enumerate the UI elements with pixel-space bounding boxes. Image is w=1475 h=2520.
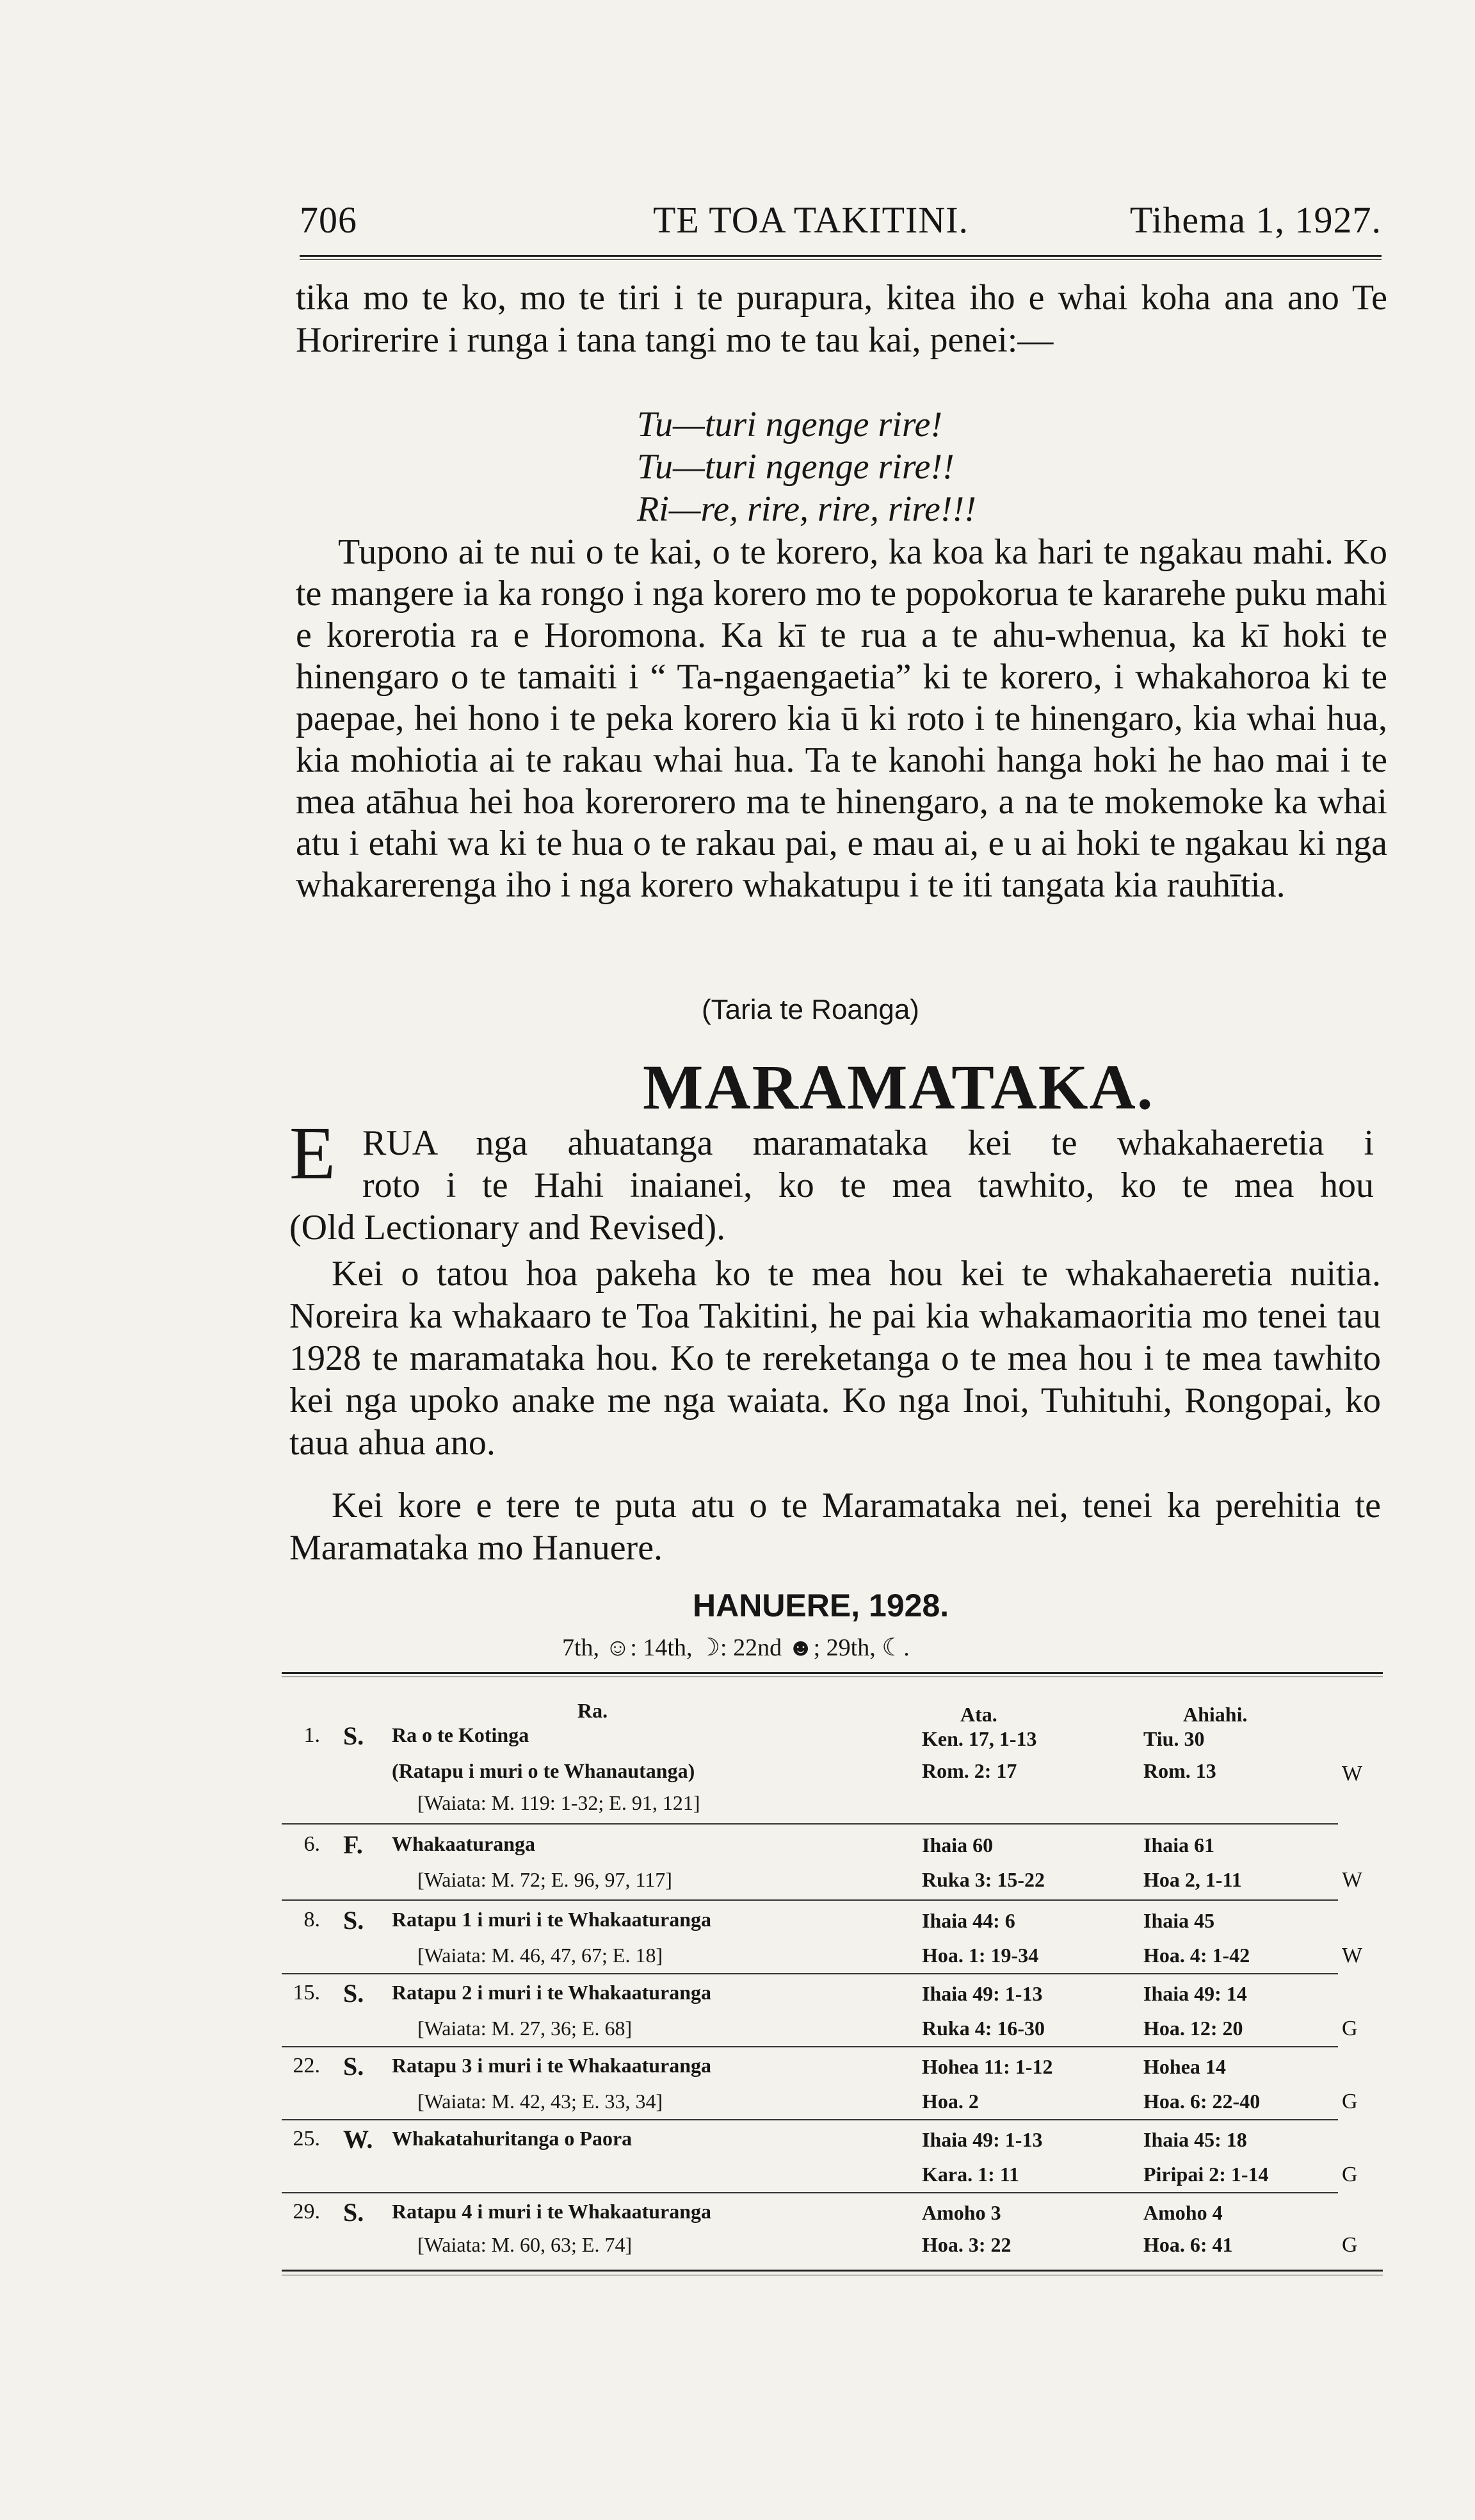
day-name: Ratapu 1 i muri i te Whakaaturanga bbox=[392, 1908, 712, 1931]
liturgical-colour: G bbox=[1342, 2017, 1358, 2040]
table-bottom-rule bbox=[282, 2270, 1383, 2272]
liturgical-colour: W bbox=[1342, 1868, 1363, 1892]
morning-lesson-2: Hoa. 2 bbox=[922, 2090, 979, 2113]
morning-lesson-1: Ihaia 49: 1-13 bbox=[922, 2128, 1043, 2151]
day-number: 22. bbox=[293, 2054, 320, 2077]
morning-lesson-2: Ruka 3: 15-22 bbox=[922, 1868, 1045, 1891]
row-divider bbox=[282, 1899, 1338, 1901]
section-para1-line1: RUA nga ahuatanga maramataka kei te whakahaeretia i bbox=[362, 1123, 1374, 1163]
evening-lesson-2: Hoa. 12: 20 bbox=[1143, 2017, 1243, 2040]
psalms: [Waiata: M. 46, 47, 67; E. 18] bbox=[417, 1944, 663, 1967]
morning-lesson-1: Hohea 11: 1-12 bbox=[922, 2055, 1053, 2078]
section-heading: MARAMATAKA. bbox=[643, 1052, 1154, 1123]
morning-lesson-2: Rom. 2: 17 bbox=[922, 1759, 1017, 1782]
day-letter: F. bbox=[343, 1830, 363, 1859]
publication-title: TE TOA TAKITINI. bbox=[653, 199, 969, 241]
row-divider bbox=[282, 2119, 1338, 2120]
morning-lesson-2: Ruka 4: 16-30 bbox=[922, 2017, 1045, 2040]
day-subtitle: (Ratapu i muri o te Whanautanga) bbox=[392, 1759, 695, 1782]
day-letter: W. bbox=[343, 2125, 373, 2154]
morning-lesson-1: Amoho 3 bbox=[922, 2201, 1001, 2224]
issue-date: Tihema 1, 1927. bbox=[1129, 199, 1382, 241]
day-name: Ra o te Kotinga bbox=[392, 1723, 529, 1746]
evening-lesson-1: Tiu. 30 bbox=[1143, 1727, 1205, 1750]
column-head-ata: Ata. bbox=[960, 1703, 997, 1726]
evening-lesson-2: Hoa. 6: 41 bbox=[1143, 2233, 1233, 2256]
row-divider bbox=[282, 1973, 1338, 1974]
morning-lesson-1: Ihaia 44: 6 bbox=[922, 1909, 1015, 1932]
evening-lesson-2: Piripai 2: 1-14 bbox=[1143, 2163, 1269, 2186]
day-name: Ratapu 4 i muri i te Whakaaturanga bbox=[392, 2200, 712, 2223]
row-divider bbox=[282, 2192, 1338, 2193]
morning-lesson-2: Hoa. 1: 19-34 bbox=[922, 1944, 1039, 1967]
liturgical-colour: W bbox=[1342, 1944, 1363, 1967]
evening-lesson-2: Rom. 13 bbox=[1143, 1759, 1216, 1782]
page-number: 706 bbox=[300, 199, 357, 241]
row-divider bbox=[282, 2046, 1338, 2047]
liturgical-colour: G bbox=[1342, 2233, 1358, 2257]
running-header bbox=[300, 199, 1382, 256]
day-number: 6. bbox=[303, 1832, 320, 1856]
psalms: [Waiata: M. 42, 43; E. 33, 34] bbox=[417, 2090, 663, 2113]
main-paragraph: Tupono ai te nui o te kai, o te korero, ka koa ka hari te ngakau mahi. Ko te mangere ia ka rongo i nga korero mo te popokorua te kararehe puku mahi e korerotia ra e Horomona. Ka kī te rua a te ahu-whenua, ka kī hoki te hinengaro o te tamaiti i “ Ta-ngaengaetia” ki te korero, i whakahoroa ki te paepae, hei hono i te peka korero kia ū ki roto i te hinengaro, kia whai hua, kia mohiotia ai te rakau whai hua. Ta te kanohi hanga hoki he hao mai i te mea atāhua hei hoa korerorero ma te hinengaro, a na te mokemoke ka whai atu i etahi wa ki te hua o te rakau pai, e mau ai, e u ai hoki te ngakau ki nga whakarerenga iho i nga korero whakatupu i te iti tangata kia rauhītia. bbox=[296, 532, 1387, 905]
drop-cap: E bbox=[289, 1111, 336, 1195]
column-head-ahiahi: Ahiahi. bbox=[1183, 1703, 1248, 1726]
day-letter: S. bbox=[343, 1979, 364, 2008]
poem-line-1: Tu—turi ngenge rire! bbox=[637, 405, 943, 444]
evening-lesson-1: Hohea 14 bbox=[1143, 2055, 1226, 2078]
header-rule bbox=[300, 255, 1382, 257]
evening-lesson-2: Hoa. 6: 22-40 bbox=[1143, 2090, 1261, 2113]
evening-lesson-1: Ihaia 49: 14 bbox=[1143, 1982, 1247, 2005]
day-number: 25. bbox=[293, 2127, 320, 2150]
morning-lesson-2: Hoa. 3: 22 bbox=[922, 2233, 1012, 2256]
day-name: Ratapu 3 i muri i te Whakaaturanga bbox=[392, 2054, 712, 2077]
moon-phases: 7th, ☺: 14th, ☽: 22nd ☻; 29th, ☾. bbox=[562, 1634, 910, 1661]
psalms: [Waiata: M. 72; E. 96, 97, 117] bbox=[417, 1868, 672, 1891]
day-number: 29. bbox=[293, 2200, 320, 2223]
day-letter: S. bbox=[343, 2198, 364, 2227]
day-name: Ratapu 2 i muri i te Whakaaturanga bbox=[392, 1981, 712, 2004]
liturgical-colour: G bbox=[1342, 2163, 1358, 2186]
liturgical-colour: W bbox=[1342, 1762, 1363, 1785]
table-top-rule bbox=[282, 1672, 1383, 1674]
evening-lesson-1: Amoho 4 bbox=[1143, 2201, 1223, 2224]
poem-line-3: Ri—re, rire, rire, rire!!! bbox=[637, 489, 976, 529]
liturgical-colour: G bbox=[1342, 2090, 1358, 2113]
evening-lesson-1: Ihaia 45 bbox=[1143, 1909, 1215, 1932]
morning-lesson-1: Ken. 17, 1-13 bbox=[922, 1727, 1037, 1750]
header-rule-thin bbox=[300, 259, 1382, 260]
morning-lesson-1: Ihaia 49: 1-13 bbox=[922, 1982, 1043, 2005]
calendar-month-title: HANUERE, 1928. bbox=[693, 1588, 949, 1623]
day-letter: S. bbox=[343, 1906, 364, 1935]
evening-lesson-2: Hoa. 4: 1-42 bbox=[1143, 1944, 1250, 1967]
psalms: [Waiata: M. 27, 36; E. 68] bbox=[417, 2017, 633, 2040]
column-head-ra: Ra. bbox=[577, 1699, 608, 1722]
section-para1-line2: roto i te Hahi inaianei, ko te mea tawhito, ko te mea hou bbox=[362, 1166, 1374, 1205]
day-letter: S. bbox=[343, 1721, 364, 1750]
section-para2: Kei o tatou hoa pakeha ko te mea hou kei te whakahaeretia nuitia. Noreira ka whakaaro te Toa Takitini, he pai kia whakamaoritia mo tenei tau 1928 te maramataka hou. Ko te rereketanga o te mea hou i te mea tawhito kei nga upoko anake me nga waiata. Ko nga Inoi, Tuhituhi, Rongopai, ko taua ahua ano. bbox=[289, 1254, 1381, 1463]
day-letter: S. bbox=[343, 2052, 364, 2081]
day-number: 8. bbox=[303, 1908, 320, 1931]
evening-lesson-1: Ihaia 61 bbox=[1143, 1833, 1215, 1857]
day-number: 1. bbox=[303, 1723, 320, 1747]
poem-line-2: Tu—turi ngenge rire!! bbox=[637, 447, 955, 487]
section-para3: Kei kore e tere te puta atu o te Maramataka nei, tenei ka perehitia te Maramataka mo Hanuere. bbox=[289, 1486, 1381, 1568]
day-name: Whakaaturanga bbox=[392, 1832, 536, 1855]
morning-lesson-1: Ihaia 60 bbox=[922, 1833, 994, 1857]
day-number: 15. bbox=[293, 1981, 320, 2004]
continuation-note: (Taria te Roanga) bbox=[702, 994, 919, 1025]
psalms: [Waiata: M. 60, 63; E. 74] bbox=[417, 2233, 633, 2256]
section-para1-line3: (Old Lectionary and Revised). bbox=[289, 1208, 726, 1248]
day-name: Whakatahuritanga o Paora bbox=[392, 2127, 633, 2150]
morning-lesson-2: Kara. 1: 11 bbox=[922, 2163, 1019, 2186]
evening-lesson-1: Ihaia 45: 18 bbox=[1143, 2128, 1247, 2151]
evening-lesson-2: Hoa 2, 1-11 bbox=[1143, 1868, 1242, 1891]
intro-paragraph: tika mo te ko, mo te tiri i te purapura, kitea iho e whai koha ana ano Te Horirerire i runga i tana tangi mo te tau kai, penei:— bbox=[296, 278, 1387, 360]
psalms: [Waiata: M. 119: 1-32; E. 91, 121] bbox=[417, 1791, 700, 1814]
row-divider bbox=[282, 1823, 1338, 1825]
